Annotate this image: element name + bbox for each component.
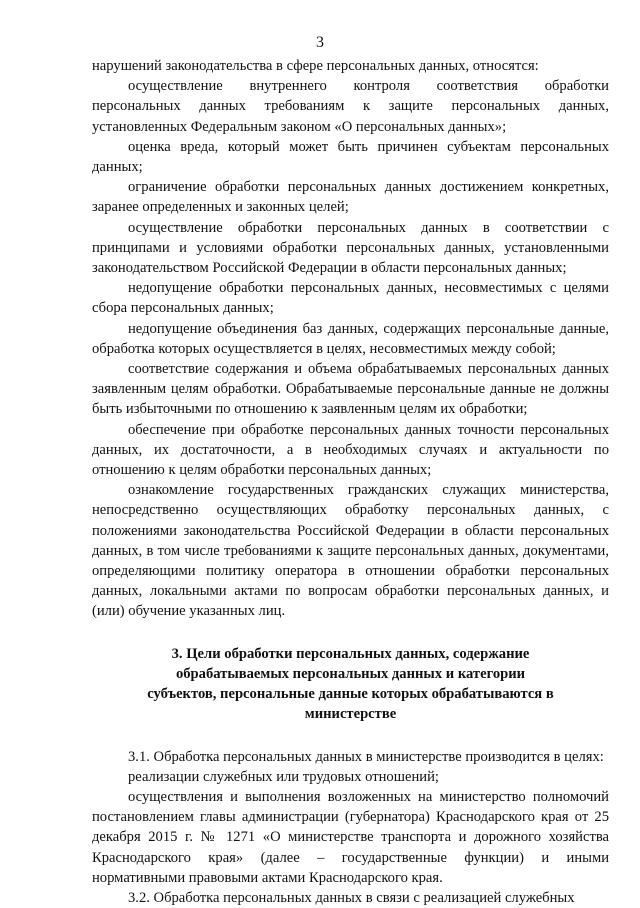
paragraph: ознакомление государственных гражданских служащих министерства, непосредственно осуществляющих обработку персональных данных, с положениями законодательства Российской Федерации в области персональных данных, в том числе требованиями к защите персональных данных, документами, определяющими политику оператора в отношении обработки персональных данных, локальными актами по вопросам обработки персональных данных, и (или) обучение указанных лиц. <box>92 482 609 620</box>
document-body <box>92 56 609 908</box>
paragraph: нарушений законодательства в сфере персональных данных, относятся: <box>92 58 539 74</box>
paragraph: 3.2. Обработка персональных данных в связи с реализацией служебных <box>128 889 575 906</box>
section-heading-line: министерстве <box>304 706 397 723</box>
section-heading-line: 3. Цели обработки персональных данных, содержание <box>171 645 530 662</box>
paragraph: соответствие содержания и объема обрабатываемых персональных данных заявленным целям обработки. Обрабатываемые персональные данные не должны быть избыточными по отношению к заявленным целям их обработки; <box>92 361 609 418</box>
paragraph: обеспечение при обработке персональных данных точности персональных данных, их достаточности, а в необходимых случаях и актуальности по отношению к целям обработки персональных данных; <box>92 421 609 479</box>
section-heading-line: обрабатываемых персональных данных и категории <box>175 665 526 682</box>
paragraph: реализации служебных или трудовых отношений; <box>128 768 439 785</box>
paragraph: осуществление внутреннего контроля соответствия обработки персональных данных требованиям к защите персональных данных, установленных Федеральным законом «О персональных данных»; <box>92 78 609 135</box>
paragraph: недопущение объединения баз данных, содержащих персональные данные, обработка которых осуществляется в целях, несовместимых между собой; <box>92 320 609 357</box>
page-number: 3 <box>316 34 324 51</box>
paragraph: осуществление обработки персональных данных в соответствии с принципами и условиями обработки персональных данных, установленными законодательством Российской Федерации в области персональных данных; <box>92 219 609 277</box>
paragraph: оценка вреда, который может быть причинен субъектам персональных данных; <box>92 138 609 176</box>
paragraph: осуществления и выполнения возложенных на министерство полномочий постановлением главы администрации (губернатора) Краснодарского края от 25 декабря 2015 г. № 1271 «О министерстве транспорта и дорожного хозяйства Краснодарского края» (далее – государственные функции) и иными нормативными правовыми актами Краснодарского края. <box>92 788 609 886</box>
section-heading-line: субъектов, персональные данные которых обрабатываются в <box>147 686 554 703</box>
paragraph: ограничение обработки персональных данных достижением конкретных, заранее определенных и законных целей; <box>92 179 609 216</box>
section-heading <box>92 644 609 725</box>
paragraph: 3.1. Обработка персональных данных в министерстве производится в целях: <box>128 748 604 765</box>
paragraph: недопущение обработки персональных данных, несовместимых с целями сбора персональных данных; <box>92 280 609 317</box>
